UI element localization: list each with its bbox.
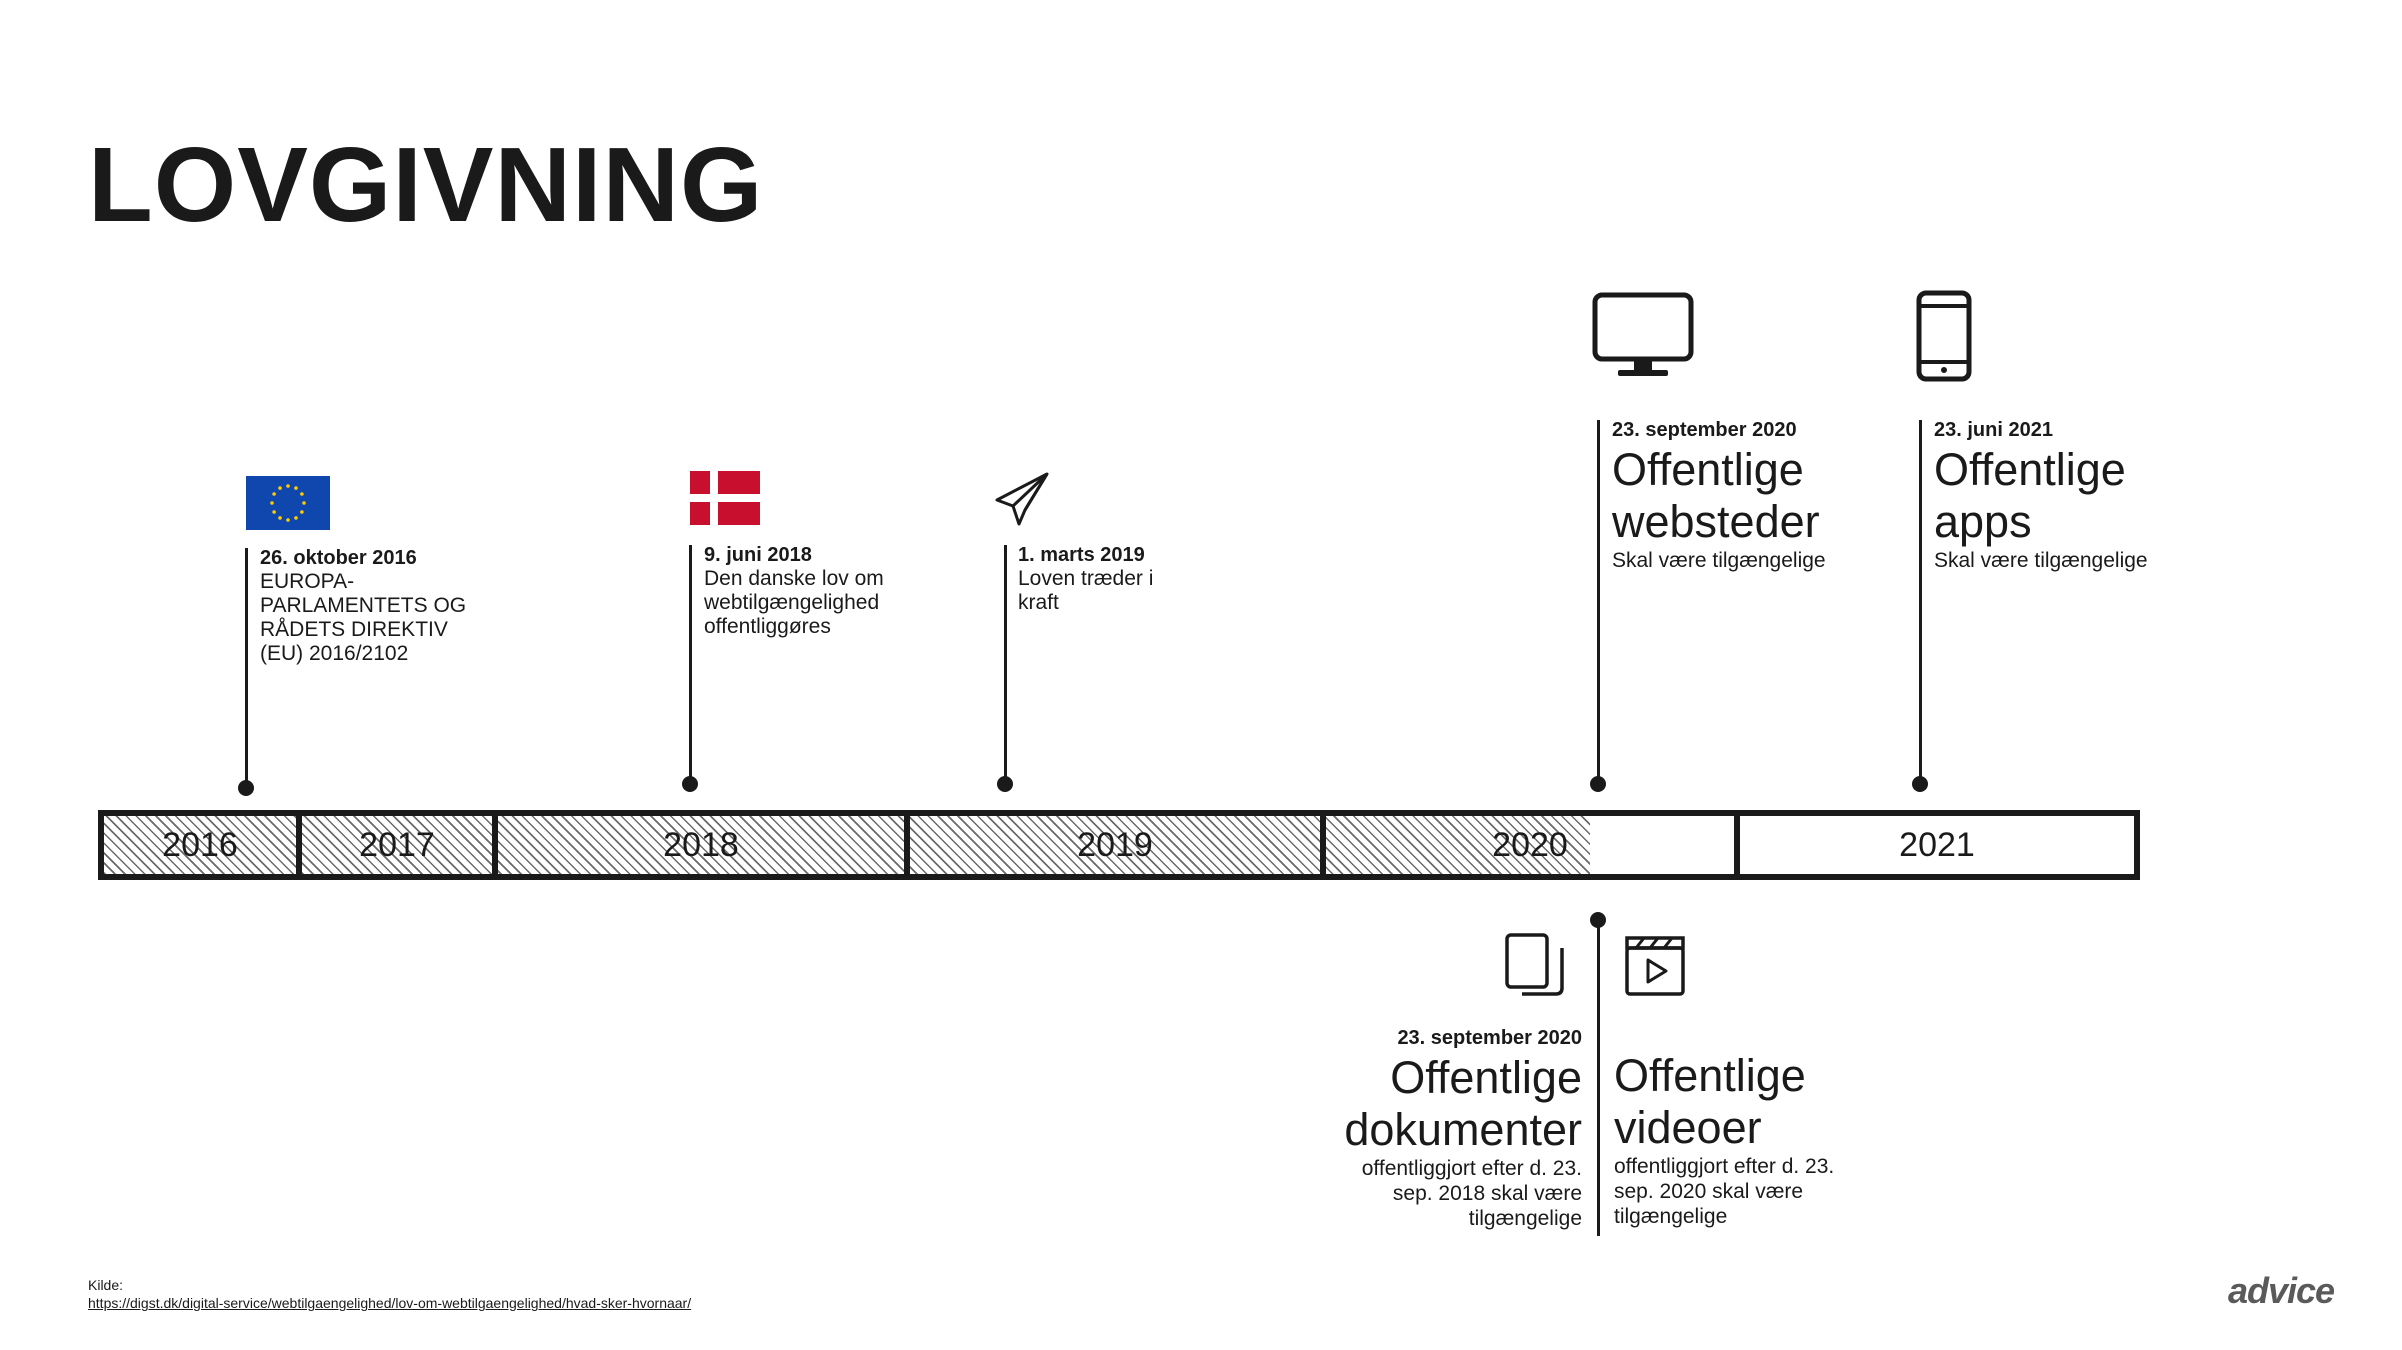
- event-heading: Offentlige websteder: [1612, 444, 1820, 547]
- page-title: LOVGIVNING: [88, 126, 764, 244]
- eu-flag-icon: [246, 476, 330, 530]
- event-dot-2020: [1590, 776, 1606, 792]
- event-line-2019: [1004, 545, 1007, 782]
- event-dot-2021: [1912, 776, 1928, 792]
- event-2020-websites: [1612, 418, 1912, 573]
- event-subtext: offentliggjort efter d. 23. sep. 2018 skal være tilgængelige: [1361, 1156, 1582, 1230]
- event-2016: [260, 546, 520, 667]
- mobile-phone-icon: [1916, 290, 1972, 382]
- event-2020-documents: [1280, 1026, 1582, 1231]
- event-line-2020-websites: [1597, 420, 1600, 782]
- event-heading: Offentlige videoer: [1614, 1050, 1806, 1153]
- event-date: 23. september 2020: [1397, 1027, 1582, 1049]
- event-heading: Offentlige apps: [1934, 444, 2126, 547]
- event-date: 1. marts 2019: [1018, 544, 1145, 566]
- event-dot-2019: [997, 776, 1013, 792]
- event-description: EUROPA- PARLAMENTETS OG RÅDETS DIREKTIV (EU) 2016/2102: [260, 570, 467, 666]
- event-dot-2016: [238, 780, 254, 796]
- timeline-bar: [98, 810, 2140, 880]
- event-description: Loven træder i kraft: [1018, 567, 1154, 615]
- event-dot-2018: [682, 776, 698, 792]
- source-label: Kilde:: [88, 1277, 124, 1293]
- event-date: 26. oktober 2016: [260, 547, 417, 569]
- video-clapper-icon: [1624, 934, 1686, 998]
- event-2020-videos: [1614, 1050, 1914, 1229]
- year-2021: 2021: [1899, 825, 1975, 864]
- event-date: 23. september 2020: [1612, 419, 1797, 441]
- paper-plane-icon: [993, 470, 1051, 528]
- year-2020: 2020: [1492, 825, 1568, 864]
- event-subtext: Skal være tilgængelige: [1934, 548, 2148, 572]
- desktop-monitor-icon: [1592, 292, 1694, 380]
- event-description: Den danske lov om webtilgængelighed offentliggøres: [704, 567, 884, 639]
- year-2018: 2018: [663, 825, 739, 864]
- source-link[interactable]: https://digst.dk/digital-service/webtilgaengelighed/lov-om-webtilgaengelighed/hvad-sker-hvornaar/: [88, 1295, 692, 1312]
- denmark-flag-icon: [690, 471, 760, 525]
- event-2018: [704, 543, 934, 639]
- event-heading: Offentlige dokumenter: [1344, 1052, 1582, 1155]
- event-2021-apps: [1934, 418, 2234, 573]
- event-subtext: Skal være tilgængelige: [1612, 548, 1826, 572]
- event-line-2018: [689, 545, 692, 782]
- event-line-bottom: [1597, 918, 1600, 1236]
- event-line-2021: [1919, 420, 1922, 782]
- source-block: [88, 1276, 691, 1312]
- event-2019: [1018, 543, 1218, 615]
- event-date: 23. juni 2021: [1934, 419, 2053, 441]
- brand-logo: advice: [2228, 1270, 2335, 1311]
- year-2019: 2019: [1077, 825, 1153, 864]
- documents-icon: [1504, 932, 1566, 1002]
- event-date: 9. juni 2018: [704, 544, 812, 566]
- event-line-2016: [245, 548, 248, 786]
- year-2017: 2017: [359, 825, 435, 864]
- year-2016: 2016: [162, 825, 238, 864]
- event-subtext: offentliggjort efter d. 23. sep. 2020 skal være tilgængelige: [1614, 1154, 1835, 1228]
